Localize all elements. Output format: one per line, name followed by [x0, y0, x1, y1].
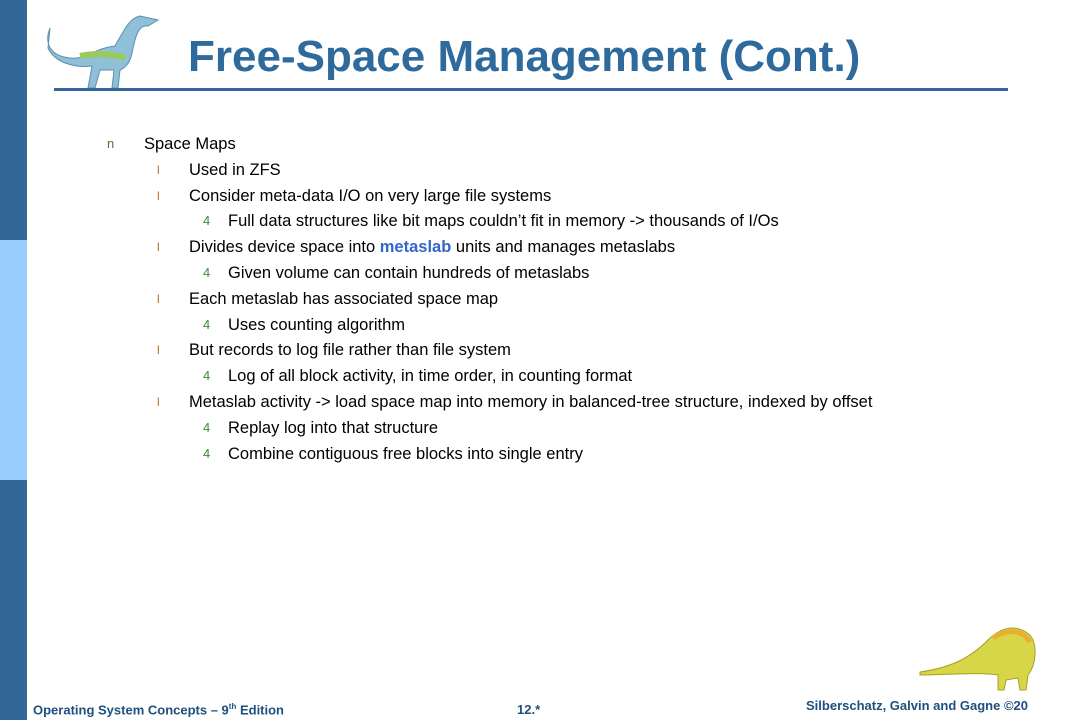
bullet-marker: 4: [203, 213, 211, 229]
bullet-level-2: [189, 237, 675, 257]
bullet-marker: 4: [203, 445, 211, 461]
bullet-level-1: Space Maps: [144, 135, 236, 153]
bullet-level-2: Consider meta-data I/O on very large file systems: [189, 186, 552, 205]
footer-edition-text: Edition: [236, 702, 285, 718]
dinosaur-logo-top: [40, 8, 165, 90]
footer-book-title: [33, 702, 284, 717]
bullet-level-2: Metaslab activity -> load space map into memory in balanced-tree structure, indexed by offset: [189, 393, 873, 411]
sidebar-bar-bottom: [0, 480, 27, 720]
footer-authors: Silberschatz, Galvin and Gagne ©20: [806, 698, 1028, 713]
bullet-level-2: But records to log file rather than file system: [189, 341, 511, 360]
bullet-level-2: Each metaslab has associated space map: [189, 289, 499, 308]
slide-title: Free-Space Management (Cont.): [188, 32, 861, 81]
bullet-marker: l: [157, 162, 160, 177]
bullet-level-3: Given volume can contain hundreds of metaslabs: [228, 264, 590, 282]
highlight-term: metaslab: [379, 238, 452, 257]
bullet-marker: n: [107, 136, 115, 151]
bullet-text-pre: Divides device space into: [189, 238, 380, 257]
bullet-marker: l: [157, 291, 160, 306]
bullet-marker: l: [157, 395, 160, 409]
bullet-level-3: Replay log into that structure: [228, 418, 439, 437]
bullet-level-3: Uses counting algorithm: [228, 315, 406, 334]
bullet-level-2: Used in ZFS: [189, 160, 281, 179]
sidebar-bar-middle: [0, 240, 27, 480]
bullet-level-3: Log of all block activity, in time order, in counting format: [228, 367, 633, 386]
dinosaur-logo-bottom: [918, 620, 1043, 692]
bullet-level-3: Full data structures like bit maps couldn’t fit in memory -> thousands of I/Os: [228, 212, 779, 231]
footer-slide-number: 12.*: [517, 702, 541, 717]
bullet-marker: 4: [203, 316, 211, 332]
bullet-text-post: units and manages metaslabs: [451, 238, 676, 257]
bullet-marker: 4: [203, 265, 211, 280]
sidebar-bar-top: [0, 0, 27, 240]
footer-book-title-text: Operating System Concepts – 9: [33, 702, 229, 718]
bullet-marker: 4: [203, 368, 211, 384]
bullet-marker: l: [157, 240, 160, 255]
bullet-marker: l: [157, 188, 160, 203]
bullet-level-3: Combine contiguous free blocks into single entry: [228, 444, 583, 463]
title-underline: [54, 88, 1008, 91]
footer-edition-sup: th: [228, 702, 237, 711]
bullet-marker: l: [157, 343, 160, 358]
bullet-marker: 4: [203, 419, 211, 435]
